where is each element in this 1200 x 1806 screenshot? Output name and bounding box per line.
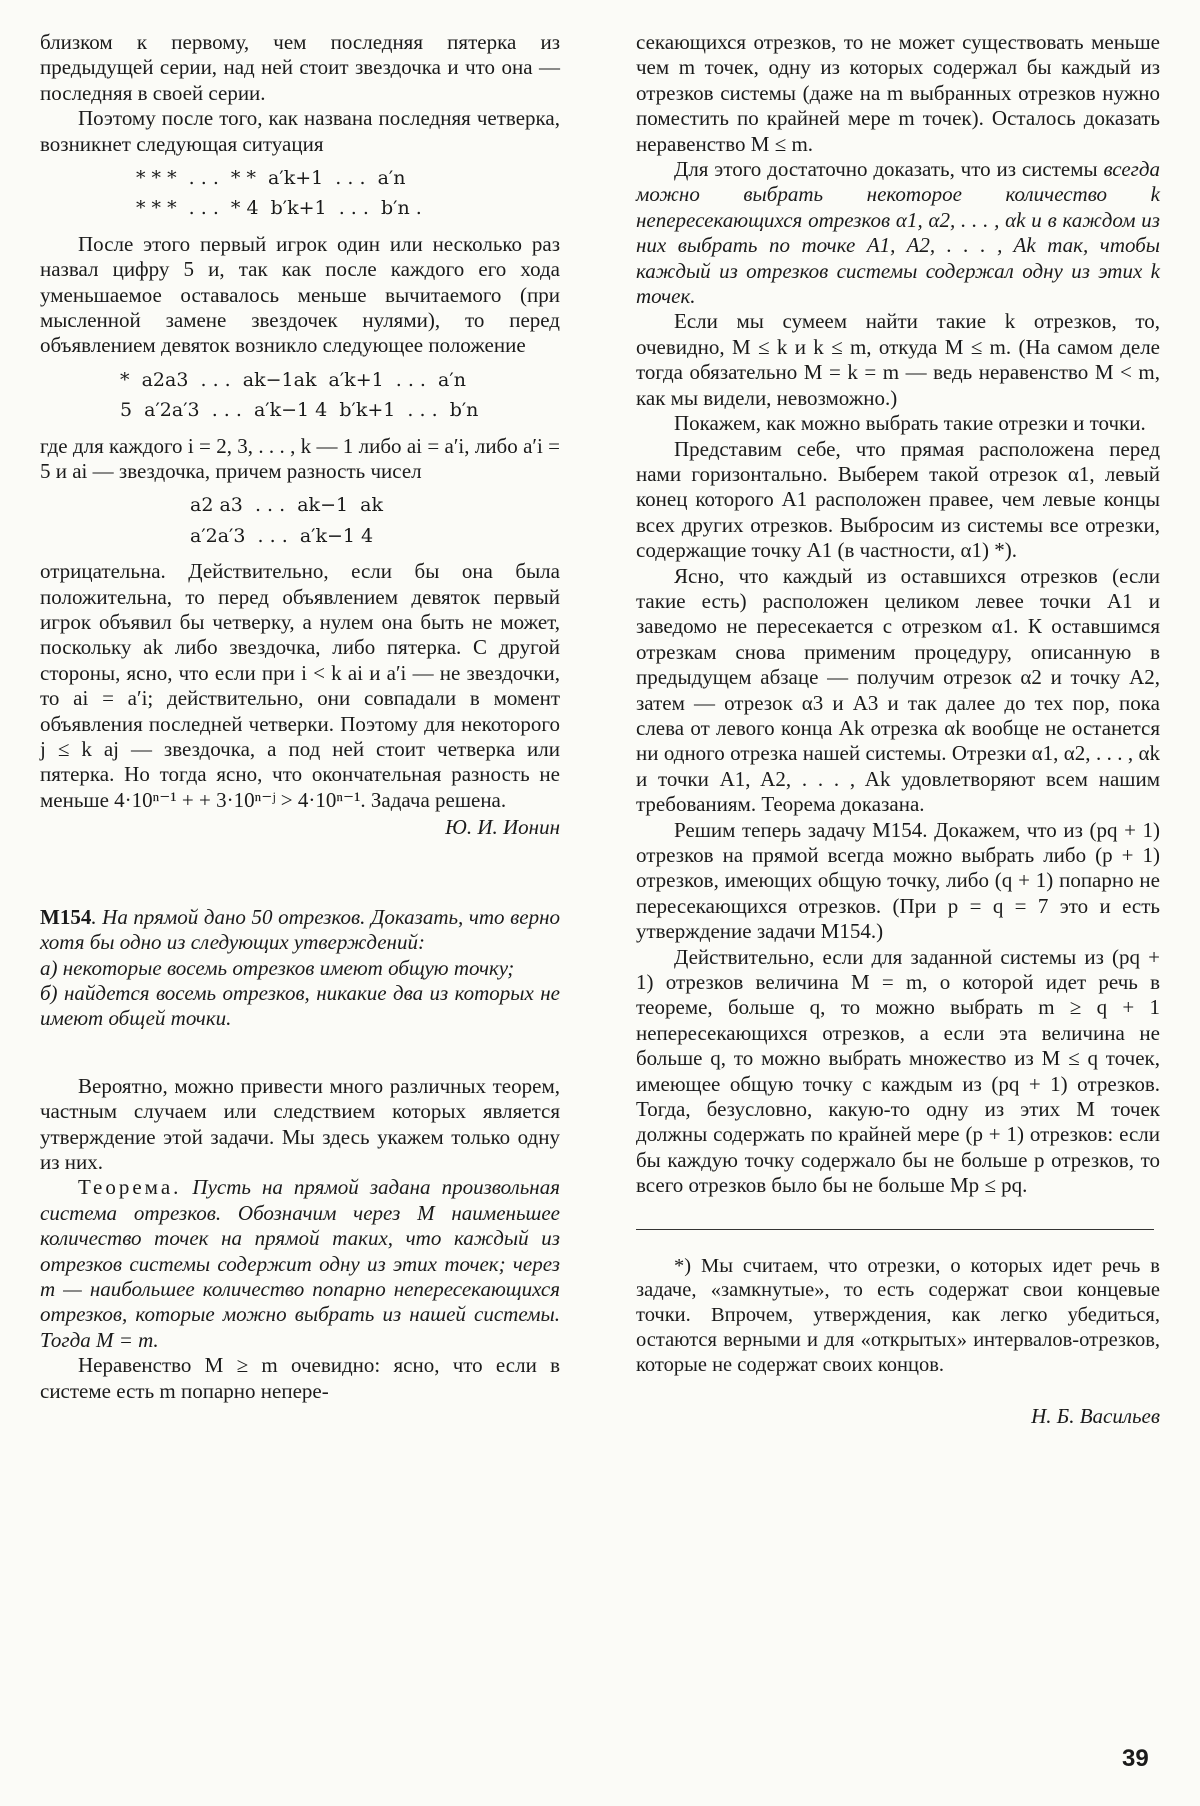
problem-item-b: б) найдется восемь отрезков, никакие два из которых не имеют общей точки. [40,980,560,1031]
problem-item-a: а) некоторые восемь отрезков имеют общую точку; [40,955,515,980]
formula-line: 5 a′2a′3 . . . a′k−1 4 b′k+1 . . . b′n [120,399,479,422]
paragraph: Если мы сумеем найти такие k отрезков, то, очевидно, M ≤ k и k ≤ m, откуда M ≤ m. (На самом деле тогда обязательно M = k = m — ведь неравенство M < m, как мы видели, невозможно.) [636,309,1160,410]
right-column [636,30,1160,1429]
paragraph-text: Для этого достаточно доказать, что из системы [674,157,1104,182]
formula-block [40,365,560,426]
theorem-text: Пусть на прямой задана произвольная система отрезков. Обозначим через M наименьшее количество точек на прямой таких, что каждый из отрезков системы содержит одну из этих точек; через m — наибольшее количество попарно непересекающихся отрезков, которые можно выбрать из нашей системы. Тогда M = m. [40,1175,560,1352]
author-signature: Ю. И. Ионин [445,815,560,840]
paragraph: Вероятно, можно привести много различных теорем, частным случаем или следствием которых является утверждение этой задачи. Мы здесь укажем только одну из них. [40,1073,560,1174]
paragraph: отрицательна. Действительно, если бы она была положительна, то перед объявлением девяток первый игрок объявил бы четверку, а нулем она быть не может, поскольку ak либо звездочка, либо пятерка. С другой стороны, ясно, что если при i < k ai и a′i — не звездочки, то ai = a′i; действительно, они совпадали в момент объявления последней четверки. Поэтому для некоторого j ≤ k aj — звездочка, а под ней стоит четверка или пятерка. Но тогда ясно, что окончательная разность не меньше 4·10ⁿ⁻¹ + + 3·10ⁿ⁻ʲ > 4·10ⁿ⁻¹. Задача решена. [40,559,560,812]
paragraph: Покажем, как можно выбрать такие отрезки и точки. [674,411,1146,436]
paragraph: где для каждого i = 2, 3, . . . , k — 1 либо ai = a′i, либо a′i = 5 и ai — звездочка, причем разность чисел [40,433,560,484]
formula-block [40,163,560,224]
left-column [40,30,560,1404]
paragraph: Ясно, что каждый из оставшихся отрезков (если такие есть) расположен целиком левее точки A1 и заведомо не пересекается с отрезком α1. К оставшимся отрезкам снова применим процедуру, описанную в предыдущем абзаце — получим отрезок α2 и точку A2, затем — отрезок α3 и A3 и так далее до тех пор, пока слева от левого конца Ak отрезка αk вообще не останется ни одного отрезка нашей системы. Отрезки α1, α2, . . . , αk и точки A1, A2, . . . , Ak удовлетворяют всем нашим требованиям. Теорема доказана. [636,563,1160,817]
formula-line: * a2a3 . . . ak−1ak a′k+1 . . . a′n [120,368,466,391]
footnote-divider [636,1229,1154,1230]
formula-line: a2 a3 . . . ak−1 ak [190,494,383,517]
problem-statement [40,905,560,956]
paragraph-italic: всегда можно выбрать некоторое количество k непересекающихся отрезков α1, α2, . . . , αk и в каждом из них выбрать по точке A1, A2, . . . , Ak так, чтобы каждый из отрезков системы содержал одну из этих k точек. [636,157,1160,309]
paragraph: Неравенство M ≥ m очевидно: ясно, что если в системе есть m попарно непере- [40,1353,560,1403]
formula-line: a′2a′3 . . . a′k−1 4 [190,524,374,547]
formula-block [40,490,560,551]
paragraph: Поэтому после того, как названа последняя четверка, возникнет следующая ситуация [40,106,560,156]
paragraph: Представим себе, что прямая расположена перед нами горизонтально. Выберем такой отрезок α1, левый конец которого A1 расположен правее, чем левые концы всех других отрезков. Выбросим из системы все отрезки, содержащие точку A1 (в частности, α1) *). [636,436,1160,563]
theorem-label: Теорема. [78,1175,182,1200]
theorem [40,1175,560,1353]
footnote: *) Мы считаем, что отрезки, о которых идет речь в задаче, «замкнутые», то есть содержат свои концевые точки. Впрочем, утверждения, как легко убедиться, остаются верными и для «открытых» интервалов-отрезков, которые не содержат своих концов. [636,1254,1160,1376]
problem-label: М154 [40,904,92,929]
paragraph: Решим теперь задачу М154. Докажем, что из (pq + 1) отрезков на прямой всегда можно выбрать либо (p + 1) отрезков, имеющих общую точку, либо (q + 1) попарно не пересекающихся отрезков. (При p = q = 7 это и есть утверждение задачи М154.) [636,817,1160,944]
formula-line: * * * . . . * * a′k+1 . . . a′n [136,167,406,190]
paragraph: близком к первому, чем последняя пятерка из предыдущей серии, над ней стоит звездочка и что она — последняя в своей серии. [40,30,560,105]
paragraph: После этого первый игрок один или несколько раз назвал цифру 5 и, так как после каждого его хода уменьшаемое оставалось меньше вычитаемого (при мысленной замене звездочек нулями), то перед объявлением девяток возникло следующее положение [40,231,560,358]
paragraph: Действительно, если для заданной системы из (pq + 1) отрезков величина M = m, о которой идет речь в теореме, больше q, то можно выбрать m ≥ q + 1 непересекающихся отрезков, а если эта величина не больше q, то можно выбрать множество из M ≤ q точек, имеющее общую точку с каждым из (pq + 1) отрезков. Тогда, безусловно, какую-то одну из этих M точек должны содержать по крайней мере (p + 1) отрезков: если бы каждую точку содержало бы не больше p отрезков, то всего отрезков было бы не больше Mp ≤ pq. [636,944,1160,1198]
page-number: 39 [1122,1745,1149,1772]
paragraph: секающихся отрезков, то не может существовать меньше чем m точек, одну из которых содержал бы каждый из отрезков системы (даже на m выбранных отрезков нужно поместить по крайней мере m точек). Осталось доказать неравенство M ≤ m. [636,30,1160,156]
paragraph [636,157,1160,309]
formula-line: * * * . . . * 4 b′k+1 . . . b′n . [136,197,422,220]
problem-text: . На прямой дано 50 отрезков. Доказать, что верно хотя бы одно из следующих утверждений: [40,904,560,955]
author-signature: Н. Б. Васильев [1031,1403,1160,1428]
